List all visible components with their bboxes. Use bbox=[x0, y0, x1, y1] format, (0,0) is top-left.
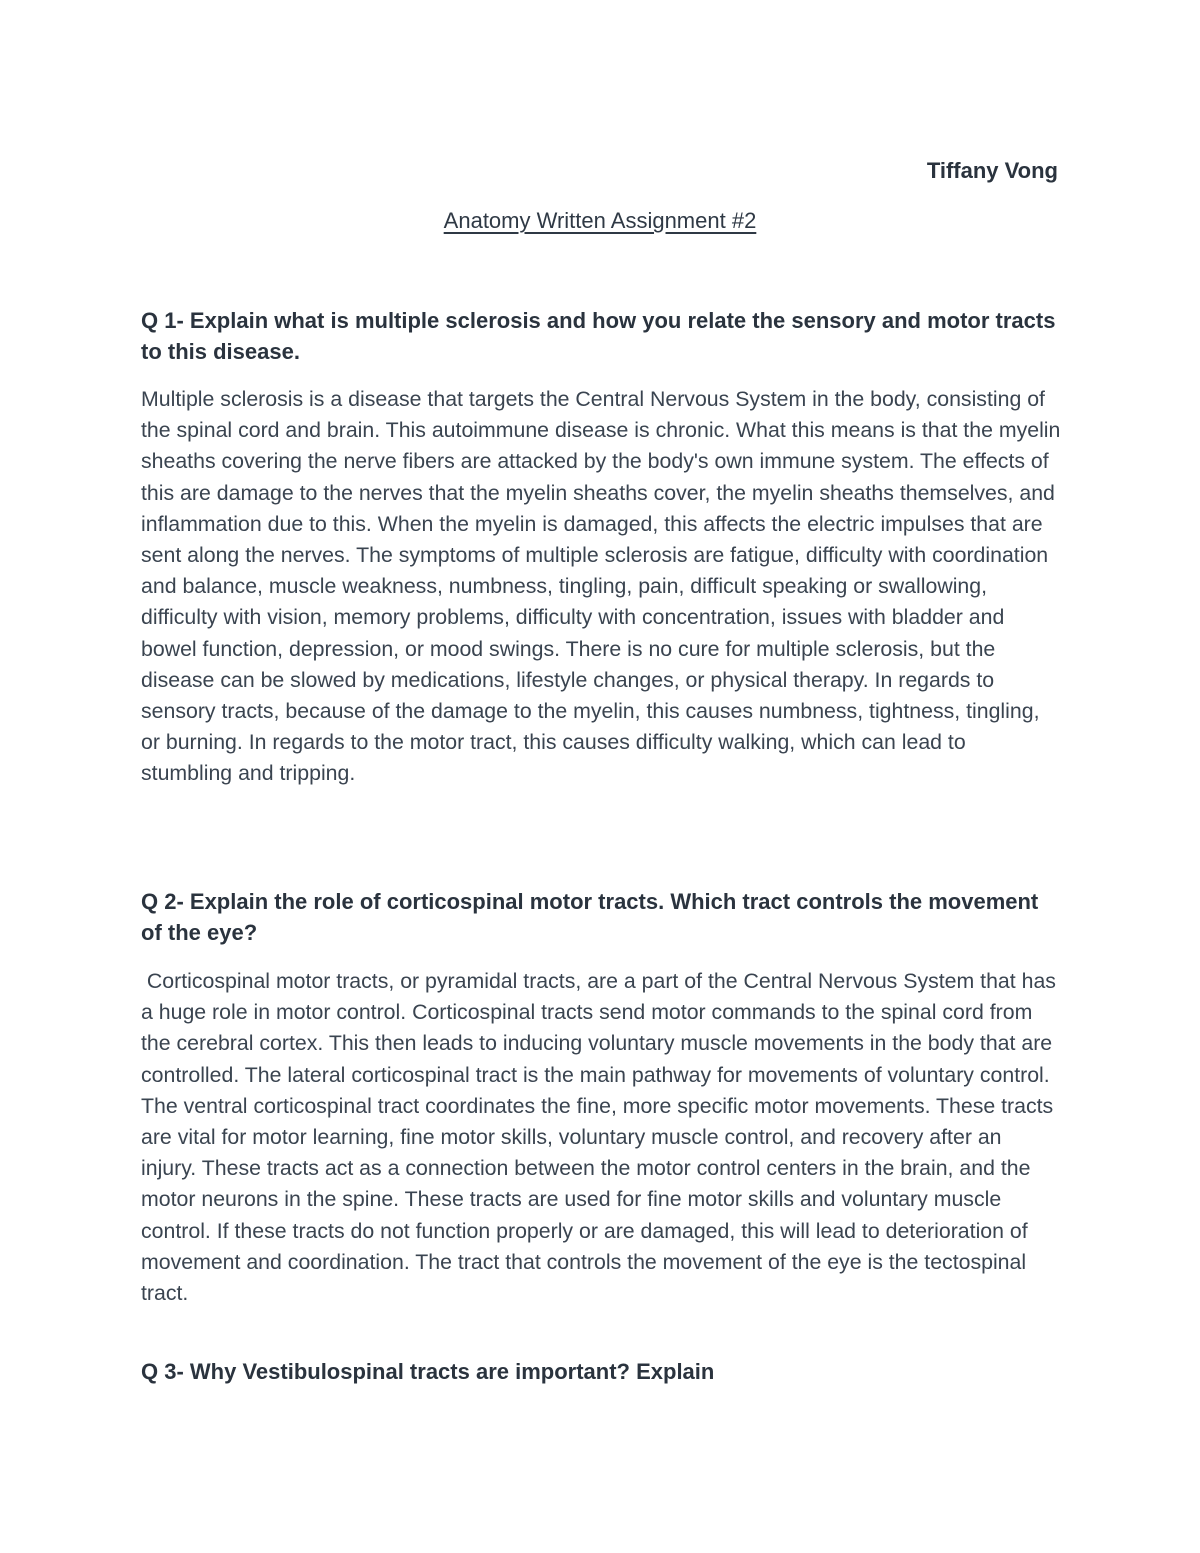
answer-2: Corticospinal motor tracts, or pyramidal tracts, are a part of the Central Nervous System that has a huge role in motor control. Corticospinal tracts send motor commands to the spinal cord from the cerebral cortex. This then leads to inducing voluntary muscle movements in the body that are controlled. The lateral corticospinal tract is the main pathway for movements of voluntary control. The ventral corticospinal tract coordinates the fine, more specific motor movements. These tracts are vital for motor learning, fine motor skills, voluntary muscle control, and recovery after an injury. These tracts act as a connection between the motor control centers in the brain, and the motor neurons in the spine. These tracts are used for fine motor skills and voluntary muscle control. If these tracts do not function properly or are damaged, this will lead to deterioration of movement and coordination. The tract that controls the movement of the eye is the tectospinal tract. bbox=[141, 969, 1062, 1306]
question-1: Q 1- Explain what is multiple sclerosis and how you relate the sensory and motor tracts to this disease. bbox=[141, 308, 1056, 364]
question-3: Q 3- Why Vestibulospinal tracts are important? Explain bbox=[141, 1359, 715, 1384]
question-2: Q 2- Explain the role of corticospinal motor tracts. Which tract controls the movement of the eye? bbox=[141, 889, 1039, 945]
author-name: Tiffany Vong bbox=[926, 158, 1058, 183]
answer-1: Multiple sclerosis is a disease that targets the Central Nervous System in the body, consisting of the spinal cord and brain. This autoimmune disease is chronic. What this means is that the myelin sheaths covering the nerve fibers are attacked by the body's own immune system. The effects of this are damage to the nerves that the myelin sheaths cover, the myelin sheaths themselves, and inflammation due to this. When the myelin is damaged, this affects the electric impulses that are sent along the nerves. The symptoms of multiple sclerosis are fatigue, difficulty with coordination and balance, muscle weakness, numbness, tingling, pain, difficult speaking or swallowing, difficulty with vision, memory problems, difficulty with concentration, issues with bladder and bowel function, depression, or mood swings. There is no cure for multiple sclerosis, but the disease can be slowed by medications, lifestyle changes, or physical therapy. In regards to sensory tracts, because of the damage to the myelin, this causes numbness, tightness, tingling, or burning. In regards to the motor tract, this causes difficulty walking, which can lead to stumbling and tripping. bbox=[141, 387, 1067, 786]
assignment-title: Anatomy Written Assignment #2 bbox=[443, 208, 757, 233]
